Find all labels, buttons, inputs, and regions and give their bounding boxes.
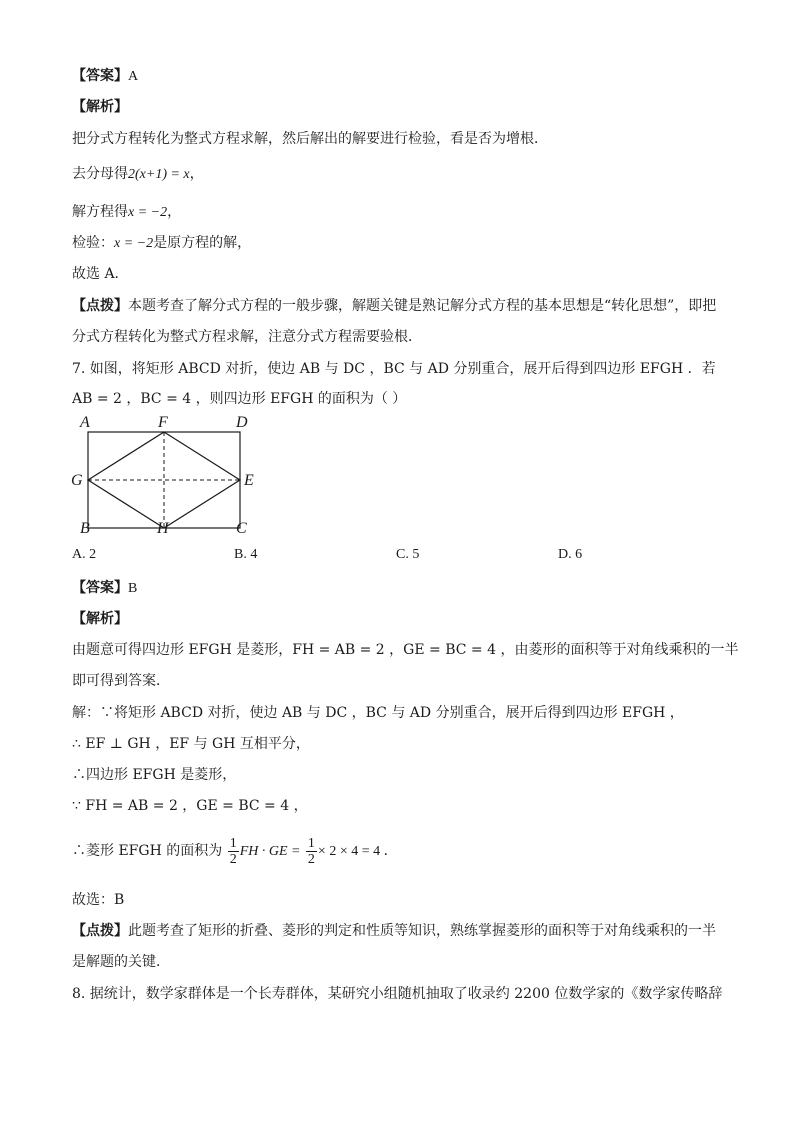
answer-tag: 【答案】 [72,580,128,596]
label-g: G [71,472,83,489]
solution-line3: ∴四边形 EFGH 是菱形， [72,767,237,783]
step-remove-denominator: 去分母得2(x+1) = x， [72,166,204,182]
option-d: D. 6 [558,547,583,562]
analysis-q7-line2: 即可得到答案． [72,673,170,689]
label-f: F [158,414,168,431]
q8-stem-line1: 8. 据统计，数学家群体是一个长寿群体，某研究小组随机抽取了收录约 2200 位数学家的《数学家传略辞 [72,986,723,1002]
label-c: C [236,520,247,537]
solution-line1: 解：∵将矩形 ABCD 对折，使边 AB 与 DC ，BC 与 AD 分别重合，展开后得到四边形 EFGH ， [72,705,684,721]
tip-q6-line1: 【点拨】本题考查了解分式方程的一般步骤，解题关键是熟记解分式方程的基本思想是“转化思想”，即把 [72,298,717,314]
rectangle-rhombus-figure [60,412,280,542]
answer-line-q6 [72,66,138,87]
choice-q7: 故选：B [72,892,125,908]
analysis-tag-q6: 【解析】 [72,99,128,115]
label-b: B [80,520,90,537]
tip-q7-line2: 是解题的关键． [72,954,170,970]
analysis-text-q6: 把分式方程转化为整式方程求解，然后解出的解要进行检验，看是否为增根． [72,131,548,147]
q7-stem-line2: AB = 2 ，BC = 4 ，则四边形 EFGH 的面积为（ ） [72,391,407,407]
answer-value: A [128,69,139,84]
option-b: B. 4 [234,547,258,562]
q7-stem-line1: 7. 如图，将矩形 ABCD 对折，使边 AB 与 DC ，BC 与 AD 分别重合，展开后得到四边形 EFGH ．若 [72,361,716,377]
equation: 2(x+1) = x [128,167,190,182]
label-e: E [244,472,254,489]
solution-line5: ∴菱形 EFGH 的面积为 $\frac{1}{2}$ FH · GE = $\frac{1}{2}$ × 2 × 4 = 4 ． [72,835,398,867]
analysis-q7-line1: 由题意可得四边形 EFGH 是菱形，FH = AB = 2 ，GE = BC = 4 ，由菱形的面积等于对角线乘积的一半 [72,642,739,658]
solution-line4: ∵ FH = AB = 2 ，GE = BC = 4 ， [72,798,308,814]
solution-line2: ∴ EF ⊥ GH ，EF 与 GH 互相平分， [72,736,310,752]
step-check: 检验：x = −2是原方程的解， [72,235,252,251]
label-h: H [157,520,169,537]
equation: x = −2 [114,236,154,251]
answer-tag: 【答案】 [72,68,128,84]
label-d: D [236,414,248,431]
step-solve: 解方程得x = −2， [72,204,182,220]
analysis-tag-q7: 【解析】 [72,611,128,627]
label-a: A [80,414,90,431]
tip-q7-line1: 【点拨】此题考查了矩形的折叠、菱形的判定和性质等知识，熟练掌握菱形的面积等于对角线乘积的一半 [72,923,716,939]
fraction-one-half: $\frac{1}{2}$ [307,835,315,867]
fraction-one-half: $\frac{1}{2}$ [229,835,237,867]
option-a: A. 2 [72,547,97,562]
equation: x = −2 [128,205,168,220]
option-c: C. 5 [396,547,420,562]
answer-value: B [128,581,138,596]
tip-q6-line2: 分式方程转化为整式方程求解，注意分式方程需要验根． [72,329,422,345]
choice-q6: 故选 A． [72,266,129,282]
answer-line-q7 [72,578,137,599]
